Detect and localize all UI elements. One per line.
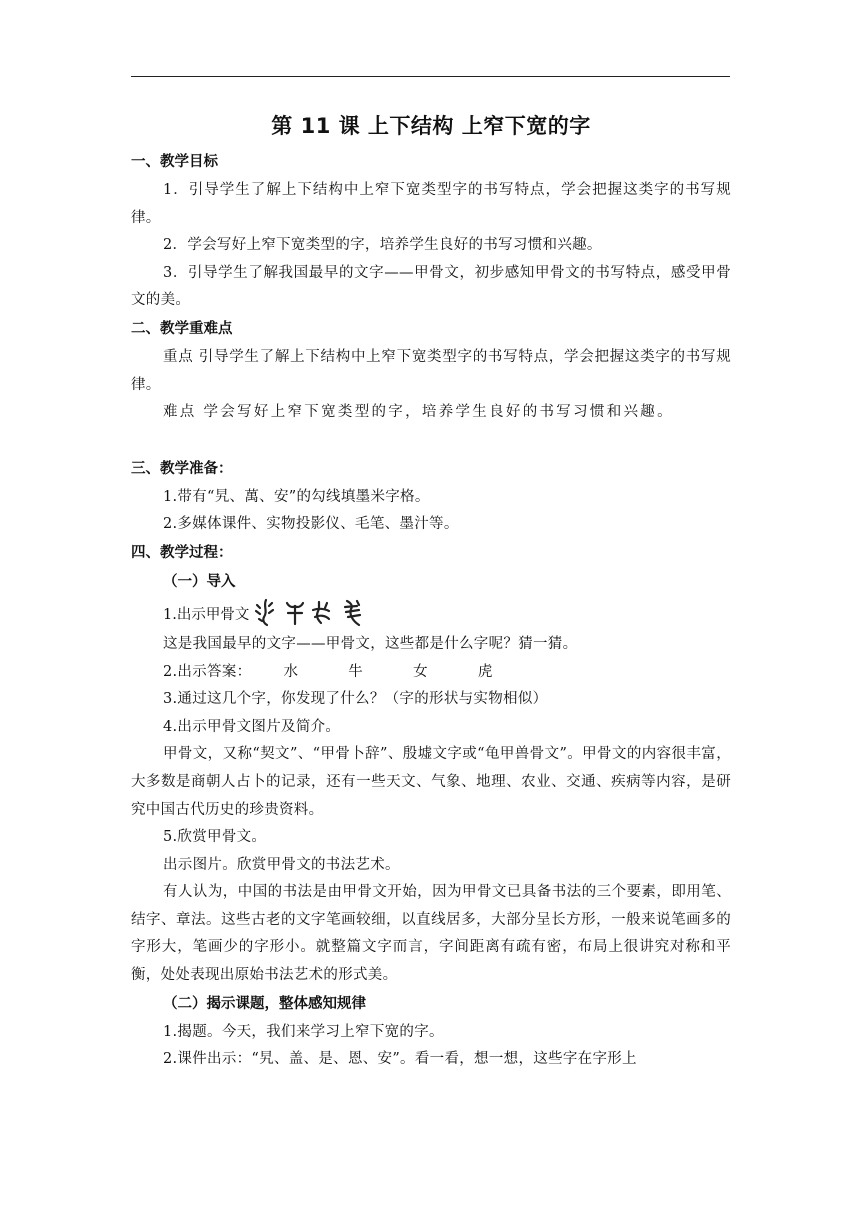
- topic-item-2: 2.课件出示：“旯、盖、是、恩、安”。看一看，想一想，这些字在字形上: [163, 1051, 637, 1068]
- document-body: [131, 108, 731, 1074]
- oracle-bone-characters-image: [253, 597, 377, 631]
- preparation-item-2: 2.多媒体课件、实物投影仪、毛笔、墨汁等。: [163, 516, 459, 533]
- subsection-heading-topic: （二）揭示课题，整体感知规律: [163, 995, 366, 1012]
- oracle-intro-paragraph: 甲骨文，又称“契文”、“甲骨卜辞”、殷墟文字或“龟甲兽骨文”。甲骨文的内容很丰富，大多数是商朝人占卜的记录，还有一些天文、气象、地理、农业、交通、疾病等内容，是研究中国古代历史的珍贵资料。: [131, 746, 731, 818]
- header-rule: [131, 76, 730, 77]
- answer-woman: 女: [413, 663, 428, 680]
- objective-item-1: 1．引导学生了解上下结构中上窄下宽类型字的书写特点，学会把握这类字的书写规律。: [131, 182, 731, 226]
- show-picture-line: 4.出示甲骨文图片及简介。: [163, 718, 341, 735]
- answer-tiger: 虎: [477, 663, 493, 680]
- oracle-intro-line: 这是我国最早的文字——甲骨文，这些都是什么字呢？猜一猜。: [163, 635, 578, 652]
- answer-line: [131, 659, 731, 687]
- section-heading-key-points: 二、教学重难点: [131, 320, 233, 337]
- topic-item-1: 1.揭题。今天，我们来学习上窄下宽的字。: [163, 1023, 444, 1040]
- discover-line: 3.通过这几个字，你发现了什么？（字的形状与实物相似）: [163, 691, 548, 708]
- show-art-line: 出示图片。欣赏甲骨文的书法艺术。: [163, 856, 400, 873]
- objective-item-2: 2．学会写好上窄下宽类型的字，培养学生良好的书写习惯和兴趣。: [163, 237, 602, 254]
- lesson-title: 第 11 课 上下结构 上窄下宽的字: [271, 114, 591, 138]
- subsection-heading-intro: （一）导入: [163, 573, 236, 590]
- section-heading-preparation: 三、教学准备：: [131, 460, 233, 477]
- calligraphy-art-paragraph: 有人认为，中国的书法是由甲骨文开始，因为甲骨文已具备书法的三个要素，即用笔、结字、章法。这些古老的文字笔画较细，以直线居多，大部分呈长方形，一般来说笔画多的字形大，笔画少的字形小。就整篇文字而言，字间距离有疏有密，布局上很讲究对称和平衡，处处表现出原始书法艺术的形式美。: [131, 884, 731, 984]
- difficulty-paragraph: 难点 学会写好上窄下宽类型的字，培养学生良好的书写习惯和兴趣。: [163, 404, 674, 421]
- objective-item-3: 3．引导学生了解我国最早的文字——甲骨文，初步感知甲骨文的书写特点，感受甲骨文的美。: [131, 264, 731, 309]
- section-heading-process: 四、教学过程：: [131, 544, 233, 561]
- section-heading-objectives: 一、教学目标: [131, 154, 218, 170]
- key-point-paragraph: 重点 引导学生了解上下结构中上窄下宽类型字的书写特点，学会把握这类字的书写规律。: [131, 348, 731, 393]
- answer-label: 2.出示答案：: [163, 663, 252, 680]
- answer-ox: 牛: [348, 663, 364, 680]
- show-oracle-label: 1.出示甲骨文: [163, 607, 250, 624]
- appreciate-line: 5.欣赏甲骨文。: [163, 829, 267, 846]
- spacer: [131, 427, 731, 455]
- preparation-item-1: 1.带有“旯、萬、安”的勾线填墨米字格。: [163, 488, 430, 505]
- answer-water: 水: [283, 663, 299, 680]
- show-oracle-row: [131, 597, 731, 631]
